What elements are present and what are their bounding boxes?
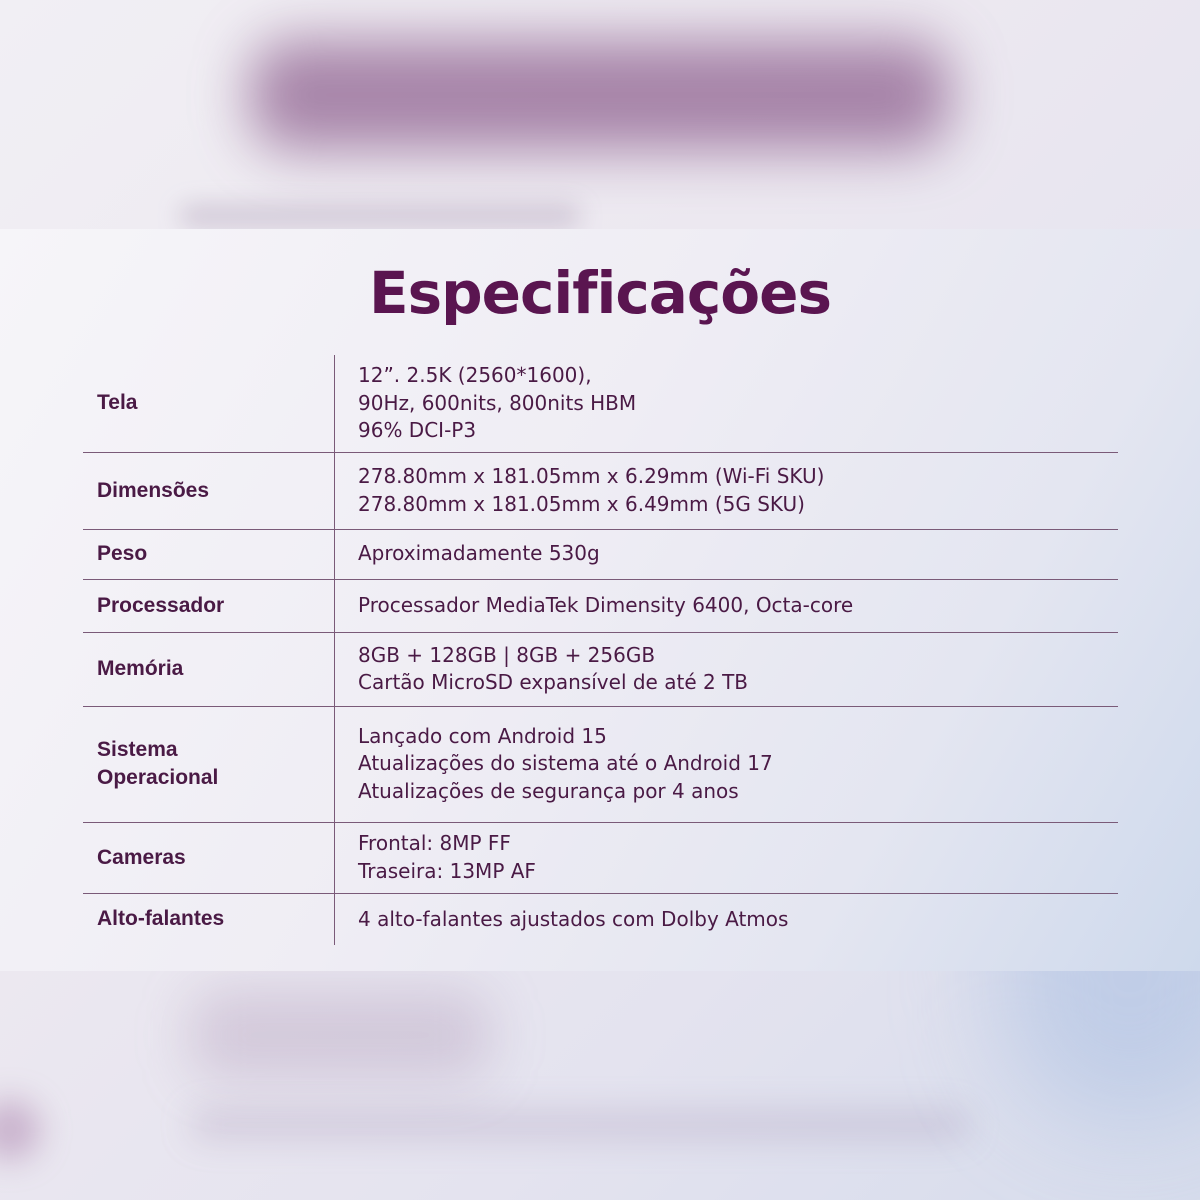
spec-row-dimensoes [83, 452, 1118, 529]
spec-value-line: 12”. 2.5K (2560*1600), [358, 363, 592, 387]
spec-value-line: Aproximadamente 530g [358, 541, 600, 566]
spec-value-line: Lançado com Android 15 [358, 723, 607, 748]
spec-value-line: Atualizações do sistema até o Android 17 [358, 751, 773, 776]
spec-row-tela [83, 355, 1118, 452]
spec-value [335, 452, 1119, 529]
spec-value-line: Traseira: 13MP AF [358, 858, 536, 883]
blurred-heading-shape [250, 40, 950, 150]
spec-label-line: Operacional [97, 766, 219, 789]
spec-value-line: 90Hz, 600nits, 800nits HBM [358, 390, 637, 415]
spec-card [0, 229, 1200, 971]
blurred-lower-shape [190, 990, 490, 1080]
spec-row-processador [83, 579, 1118, 632]
spec-label: Processador [83, 579, 335, 632]
spec-value-line: Cartão MicroSD expansível de até 2 TB [358, 670, 748, 694]
spec-row-sistema-operacional [83, 706, 1118, 822]
spec-value [335, 529, 1119, 579]
spec-value-line: 278.80mm x 181.05mm x 6.29mm (Wi-Fi SKU) [358, 464, 825, 488]
blurred-corner-shape [0, 1100, 40, 1160]
page-title: Especificações [369, 259, 831, 327]
blurred-lower-line-shape [190, 1110, 970, 1140]
spec-value [335, 893, 1119, 945]
spec-row-memoria [83, 632, 1118, 706]
spec-value-line: 4 alto-falantes ajustados com Dolby Atmos [358, 906, 789, 931]
spec-value [335, 632, 1119, 706]
spec-row-alto-falantes [83, 893, 1118, 945]
spec-value-line: Processador MediaTek Dimensity 6400, Octa-core [358, 592, 854, 617]
blurred-subtitle-shape [180, 205, 580, 227]
spec-label: Dimensões [83, 452, 335, 529]
spec-label: Tela [83, 355, 335, 452]
spec-value-line: Frontal: 8MP FF [358, 831, 511, 855]
spec-value-line: 8GB + 128GB | 8GB + 256GB [358, 642, 656, 667]
spec-label [83, 706, 335, 822]
spec-value-line: 278.80mm x 181.05mm x 6.49mm (5G SKU) [358, 491, 805, 516]
spec-label: Cameras [83, 822, 335, 893]
spec-label: Alto-falantes [83, 893, 335, 945]
spec-row-cameras [83, 822, 1118, 893]
spec-value [335, 706, 1119, 822]
spec-value [335, 822, 1119, 893]
spec-value [335, 579, 1119, 632]
spec-value [335, 355, 1119, 452]
spec-label: Peso [83, 529, 335, 579]
spec-row-peso [83, 529, 1118, 579]
spec-value-line: Atualizações de segurança por 4 anos [358, 778, 739, 803]
spec-value-line: 96% DCI-P3 [358, 418, 477, 442]
spec-label: Memória [83, 632, 335, 706]
spec-table [83, 355, 1118, 945]
spec-label-line: Sistema [97, 738, 178, 761]
